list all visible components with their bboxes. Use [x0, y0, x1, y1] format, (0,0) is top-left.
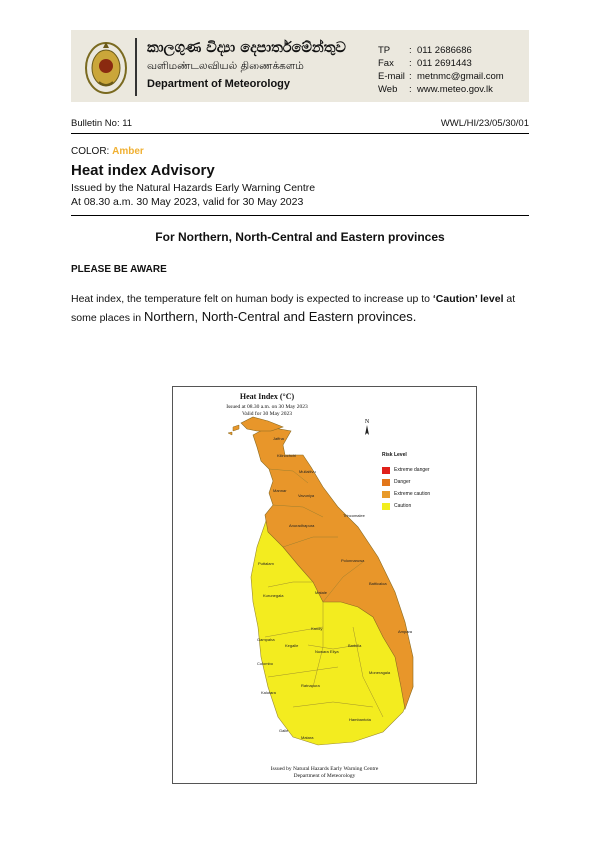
contact-email[interactable]: E-mail : metnmc@gmail.com [378, 71, 504, 82]
state-emblem-icon [81, 38, 131, 96]
legend-swatch [382, 479, 390, 486]
legend-item: Danger [382, 476, 430, 488]
label-nuwara-eliya: Nuwara Eliya [315, 649, 339, 654]
label-kilinochchi: Kilinochchi [277, 453, 297, 458]
alert-color-value: Amber [112, 146, 144, 157]
label-jaffna: Jaffna [273, 436, 284, 441]
map-footer-line2: Department of Meteorology [293, 773, 356, 779]
label-trincomalee: Trincomalee [343, 513, 365, 518]
bulletin-number: Bulletin No: 11 [71, 118, 133, 129]
map-footer-line1: Issued by Natural Hazards Early Warning Centre [270, 766, 379, 772]
label-mullaitivu: Mullaitivu [299, 469, 316, 474]
label-ampara: Ampara [398, 629, 413, 634]
divider-bottom [71, 215, 529, 216]
jaffna-peninsula [241, 417, 283, 431]
label-hambantota: Hambantota [349, 717, 371, 722]
label-galle: Galle [279, 728, 289, 733]
map-title: Heat Index (°C) [239, 392, 295, 401]
letterhead [71, 30, 529, 102]
legend-item: Extreme caution [382, 488, 430, 500]
label-kandy: Kandy [311, 626, 323, 631]
north-arrow-icon [361, 417, 373, 437]
label-kurunegala: Kurunegala [263, 593, 284, 598]
organization-name [147, 40, 346, 90]
legend-swatch [382, 467, 390, 474]
map-legend [382, 452, 430, 512]
affected-provinces: Northern, North-Central and Eastern provinces. [143, 309, 417, 324]
provinces-heading: For Northern, North-Central and Eastern provinces [155, 230, 445, 244]
label-ratnapura: Ratnapura [301, 683, 320, 688]
svg-text:N: N [364, 419, 370, 425]
org-name-sinhala: කාලගුණ විද්‍යා දෙපාර්තමේන්තුව [147, 40, 346, 56]
legend-swatch [382, 503, 390, 510]
alert-color: COLOR: Amber [71, 146, 144, 157]
map-valid: Valid for 30 May 2023 [241, 411, 293, 417]
org-name-tamil: வளிமண்டலவியல் திணைக்களம் [147, 60, 304, 72]
advisory-title: Heat index Advisory [71, 162, 215, 179]
islands [228, 425, 239, 435]
divider-top [71, 133, 529, 134]
contact-fax: Fax : 011 2691443 [378, 58, 472, 69]
map-issued: Issued at 08.30 a.m. on 30 May 2023 [226, 404, 308, 410]
label-puttalam: Puttalam [258, 561, 274, 566]
label-vavuniya: Vavuniya [298, 493, 315, 498]
contact-web[interactable]: Web : www.meteo.gov.lk [378, 84, 493, 95]
advisory-body: Heat index, the temperature felt on human body is expected to increase up to ‘Caution’ level at some places in Northern, North-Central and Eastern provinces. [71, 293, 516, 324]
label-colombo: Colombo [257, 661, 274, 666]
label-batticaloa: Batticaloa [369, 581, 387, 586]
legend-title: Risk Level [382, 452, 407, 458]
label-matale: Matale [315, 590, 328, 595]
legend-item: Caution [382, 500, 430, 512]
heat-index-map [172, 386, 477, 784]
org-name-english: Department of Meteorology [147, 78, 291, 90]
label-kalutara: Kalutara [261, 690, 276, 695]
legend-swatch [382, 491, 390, 498]
sri-lanka-map [173, 387, 476, 783]
label-gampaha: Gampaha [257, 637, 275, 642]
label-moneragala: Moneragala [369, 670, 391, 675]
label-mannar: Mannar [273, 488, 287, 493]
header-divider [135, 38, 137, 96]
contact-phone: TP : 011 2686686 [378, 45, 472, 56]
label-kegalle: Kegalle [285, 643, 299, 648]
aware-heading: PLEASE BE AWARE [71, 264, 167, 275]
label-anuradhapura: Anuradhapura [289, 523, 315, 528]
label-matara: Matara [301, 735, 314, 740]
legend-item: Extreme danger [382, 464, 430, 476]
caution-level: ‘Caution’ level [432, 293, 504, 305]
issued-at: At 08.30 a.m. 30 May 2023, valid for 30 May 2023 [71, 196, 304, 208]
contact-details [378, 44, 504, 96]
label-badulla: Badulla [348, 643, 362, 648]
bulletin-reference: WWL/HI/23/05/30/01 [440, 118, 529, 129]
issue-details [71, 181, 315, 209]
label-polonnaruwa: Polonnaruwa [341, 558, 365, 563]
issued-by: Issued by the Natural Hazards Early Warning Centre [71, 182, 316, 194]
